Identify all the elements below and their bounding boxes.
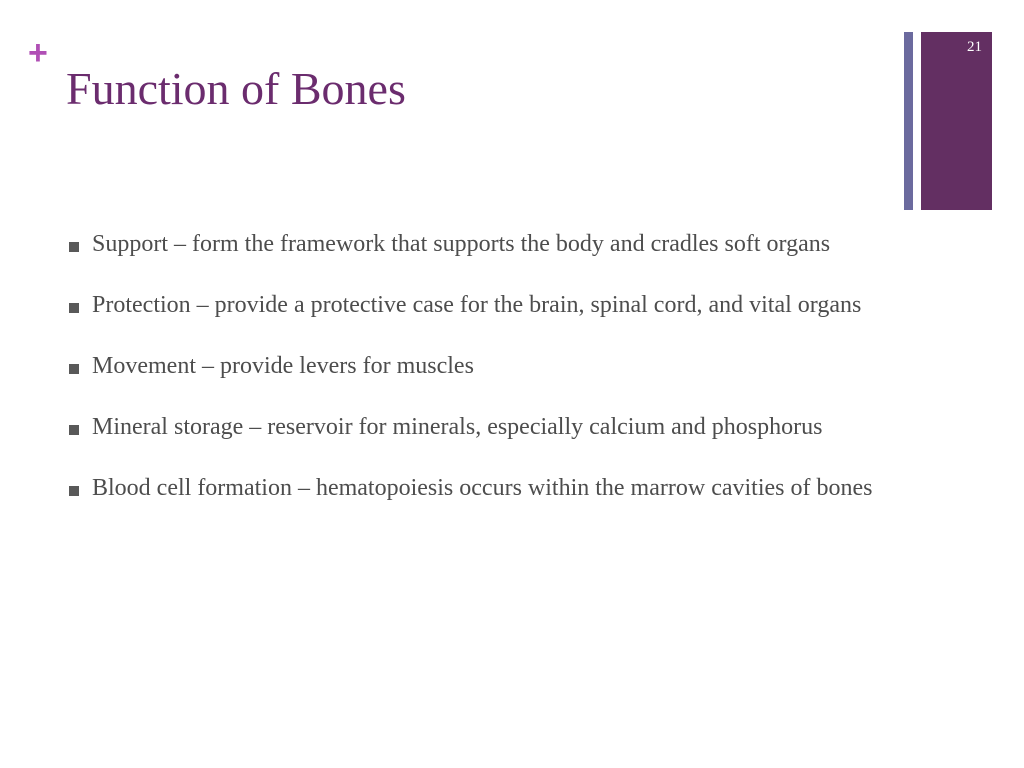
- bullet-item-protection: [66, 288, 876, 323]
- plus-icon: +: [28, 34, 48, 72]
- accent-block: [921, 32, 992, 210]
- bullet-text: Mineral storage – reservoir for minerals, especially calcium and phosphorus: [92, 414, 823, 440]
- square-bullet-icon: [69, 486, 79, 496]
- bullet-item-support: [66, 227, 876, 262]
- square-bullet-icon: [69, 364, 79, 374]
- slide-title: Function of Bones: [66, 63, 406, 114]
- bullet-text: Protection – provide a protective case for the brain, spinal cord, and vital organs: [92, 292, 862, 318]
- bullet-text: Blood cell formation – hematopoiesis occurs within the marrow cavities of bones: [92, 475, 873, 501]
- square-bullet-icon: [69, 242, 79, 252]
- square-bullet-icon: [69, 303, 79, 313]
- slide-number: 21: [967, 39, 982, 55]
- bullet-text: Support – form the framework that supports the body and cradles soft organs: [92, 231, 831, 257]
- bullet-item-blood-cell-formation: [66, 471, 876, 506]
- bullet-item-movement: [66, 349, 876, 384]
- bullet-item-mineral-storage: [66, 410, 876, 445]
- accent-thin-bar: [904, 32, 913, 210]
- bullet-list: [66, 227, 876, 532]
- square-bullet-icon: [69, 425, 79, 435]
- bullet-text: Movement – provide levers for muscles: [92, 353, 474, 379]
